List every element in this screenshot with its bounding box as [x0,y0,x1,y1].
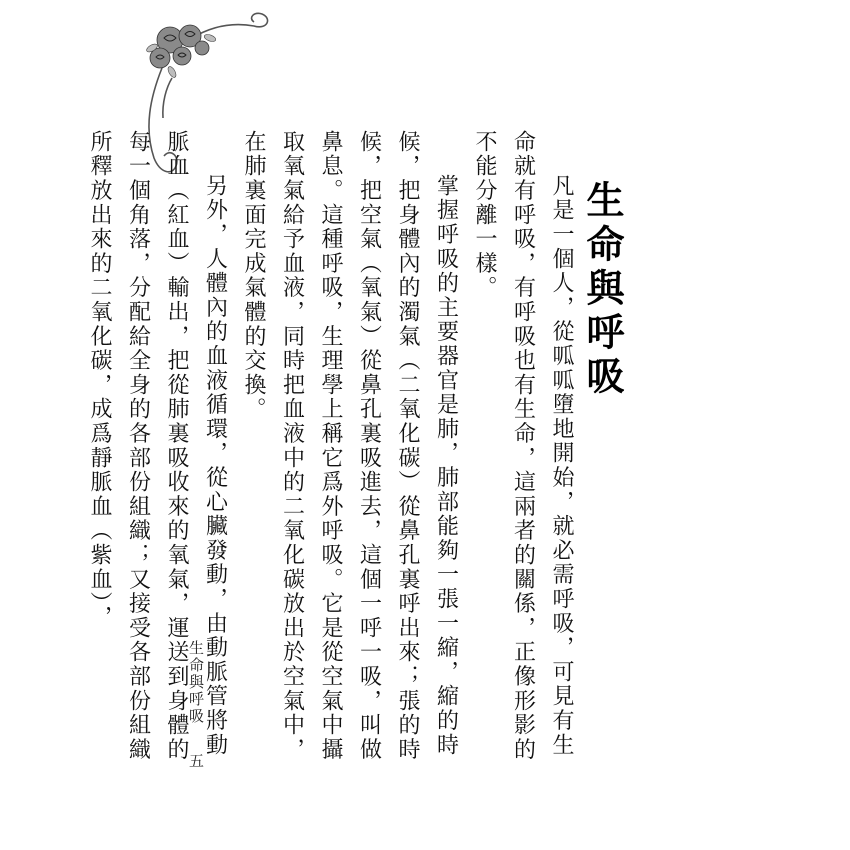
body-text [80,130,581,770]
paragraph-2: 掌握呼吸的主要器官是肺，肺部能夠一張一縮，縮的時候，把身體內的濁氣（二氧化碳）從鼻孔裏呼出來；張的時候，把空氣（氧氣）從鼻孔裏吸進去，這個一呼一吸，叫做鼻息。這種呼吸，生理學上稱它爲外呼吸。它是從空氣中攝取氧氣給予血液，同時把血液中的二氧化碳放出於空氣中，在肺裏面完成氣體的交換。 [241,130,459,762]
chapter-title: 生命與呼吸 [580,180,624,400]
paragraph-3: 另外，人體內的血液循環，從心臟發動，由動脈管將動脈血（紅血）輸出，把從肺裏吸收來的氧氣，運送到身體的每一個角落，分配給全身的各部份組織；又接受各部份組織所釋放出來的二氧化碳，成爲靜脈血（紫血）， [87,130,228,762]
running-head [186,640,207,770]
paragraph-1: 凡是一個人，從呱呱墮地開始，就必需呼吸，可見有生命就有呼吸，有呼吸也有生命，這兩者的關係，正像形影的不能分離一樣。 [472,130,574,762]
running-head-title: 生命與呼吸 [187,640,205,725]
page-number: 五 [187,753,205,770]
